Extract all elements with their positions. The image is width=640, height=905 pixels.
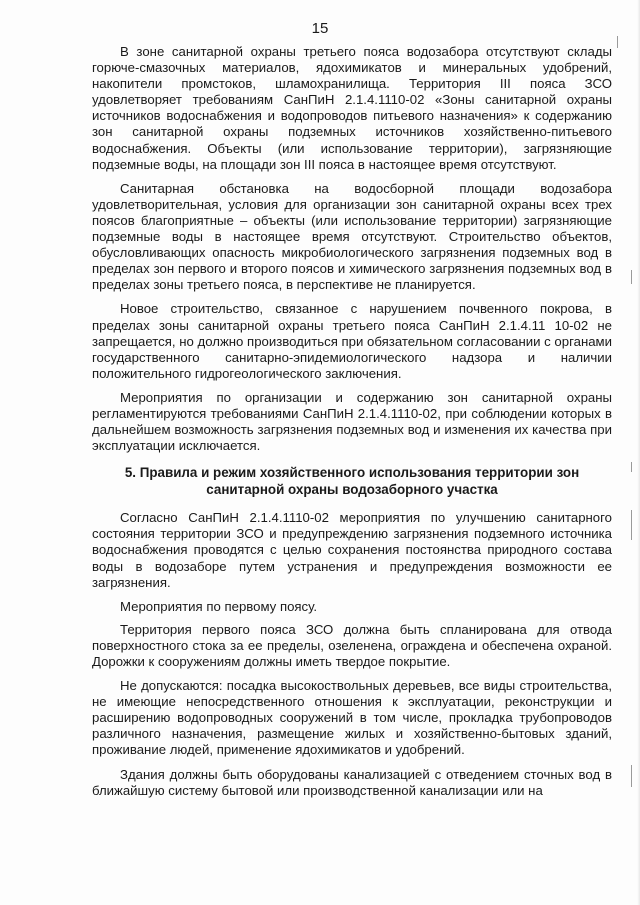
paragraph: Не допускаются: посадка высокоствольных деревьев, все виды строительства, не имеющие непосредственного отношения к эксплуатации, реконструкции и расширению водопроводных сооружений в том числе, прокладка трубопроводов различного назначения, размещение жилых и хозяйственно-бытовых зданий, проживание людей, применение ядохимикатов и удобрений. xyxy=(92,678,612,758)
scan-artifact xyxy=(631,462,632,472)
document-body xyxy=(92,44,612,807)
scan-artifact xyxy=(631,270,632,284)
paragraph: В зоне санитарной охраны третьего пояса водозабора отсутствуют склады горюче-смазочных материалов, ядохимикатов и минеральных удобрений, накопители промстоков, шламохранилища. Территория III пояса ЗСО удовлетворяет требованиям СанПиН 2.1.4.1110-02 «Зоны санитарной охраны источников водоснабжения и водопроводов питьевого назначения» к содержанию зон санитарной охраны подземных источников хозяйственно-питьевого водоснабжения. Объекты (или использование территории), загрязняющие подземные воды, на площади зон III пояса в настоящее время отсутствуют. xyxy=(92,44,612,172)
section-heading: 5. Правила и режим хозяйственного использования территории зон санитарной охраны водозаборного участка xyxy=(124,465,580,498)
scan-artifact xyxy=(631,510,632,540)
paragraph: Территория первого пояса ЗСО должна быть спланирована для отвода поверхностного стока за ее пределы, озеленена, ограждена и обеспечена охраной. Дорожки к сооружениям должны иметь твердое покрытие. xyxy=(92,621,612,669)
paragraph: Мероприятия по организации и содержанию зон санитарной охраны регламентируются требованиями СанПиН 2.1.4.1110-02, при соблюдении которых в дальнейшем возможность загрязнения подземных вод и изменения их качества при эксплуатации исключается. xyxy=(92,389,612,454)
paragraph: Санитарная обстановка на водосборной площади водозабора удовлетворительная, условия для организации зон санитарной охраны всех трех поясов благоприятные – объекты (или использование территории) загрязняющие подземные воды в настоящее время отсутствуют. Строительство объектов, обусловливающих опасность микробиологического загрязнения подземных вод в пределах зон первого и второго поясов и химического загрязнения подземных вод в пределах зоны третьего пояса, в перспективе не планируется. xyxy=(92,180,612,293)
scan-artifact xyxy=(631,765,632,787)
paragraph: Согласно СанПиН 2.1.4.1110-02 мероприятия по улучшению санитарного состояния территории ЗСО и предупреждению загрязнения подземного источника водоснабжения проводятся с целью сохранения постоянства природного состава воды в водозаборе путем устранения и предупреждения возможности ее загрязнения. xyxy=(92,510,612,590)
paragraph: Новое строительство, связанное с нарушением почвенного покрова, в пределах зоны санитарной охраны третьего пояса СанПиН 2.1.4.11 10-02 не запрещается, но должно производиться при обязательном согласовании с органами государственного санитарно-эпидемиологического надзора и наличии положительного гидрогеологического заключения. xyxy=(92,301,612,381)
page-number: 15 xyxy=(311,20,329,37)
paragraph: Мероприятия по первому поясу. xyxy=(120,598,318,614)
scan-artifact xyxy=(617,36,618,48)
paragraph: Здания должны быть оборудованы канализацией с отведением сточных вод в ближайшую систему бытовой или производственной канализации или на xyxy=(92,766,612,798)
